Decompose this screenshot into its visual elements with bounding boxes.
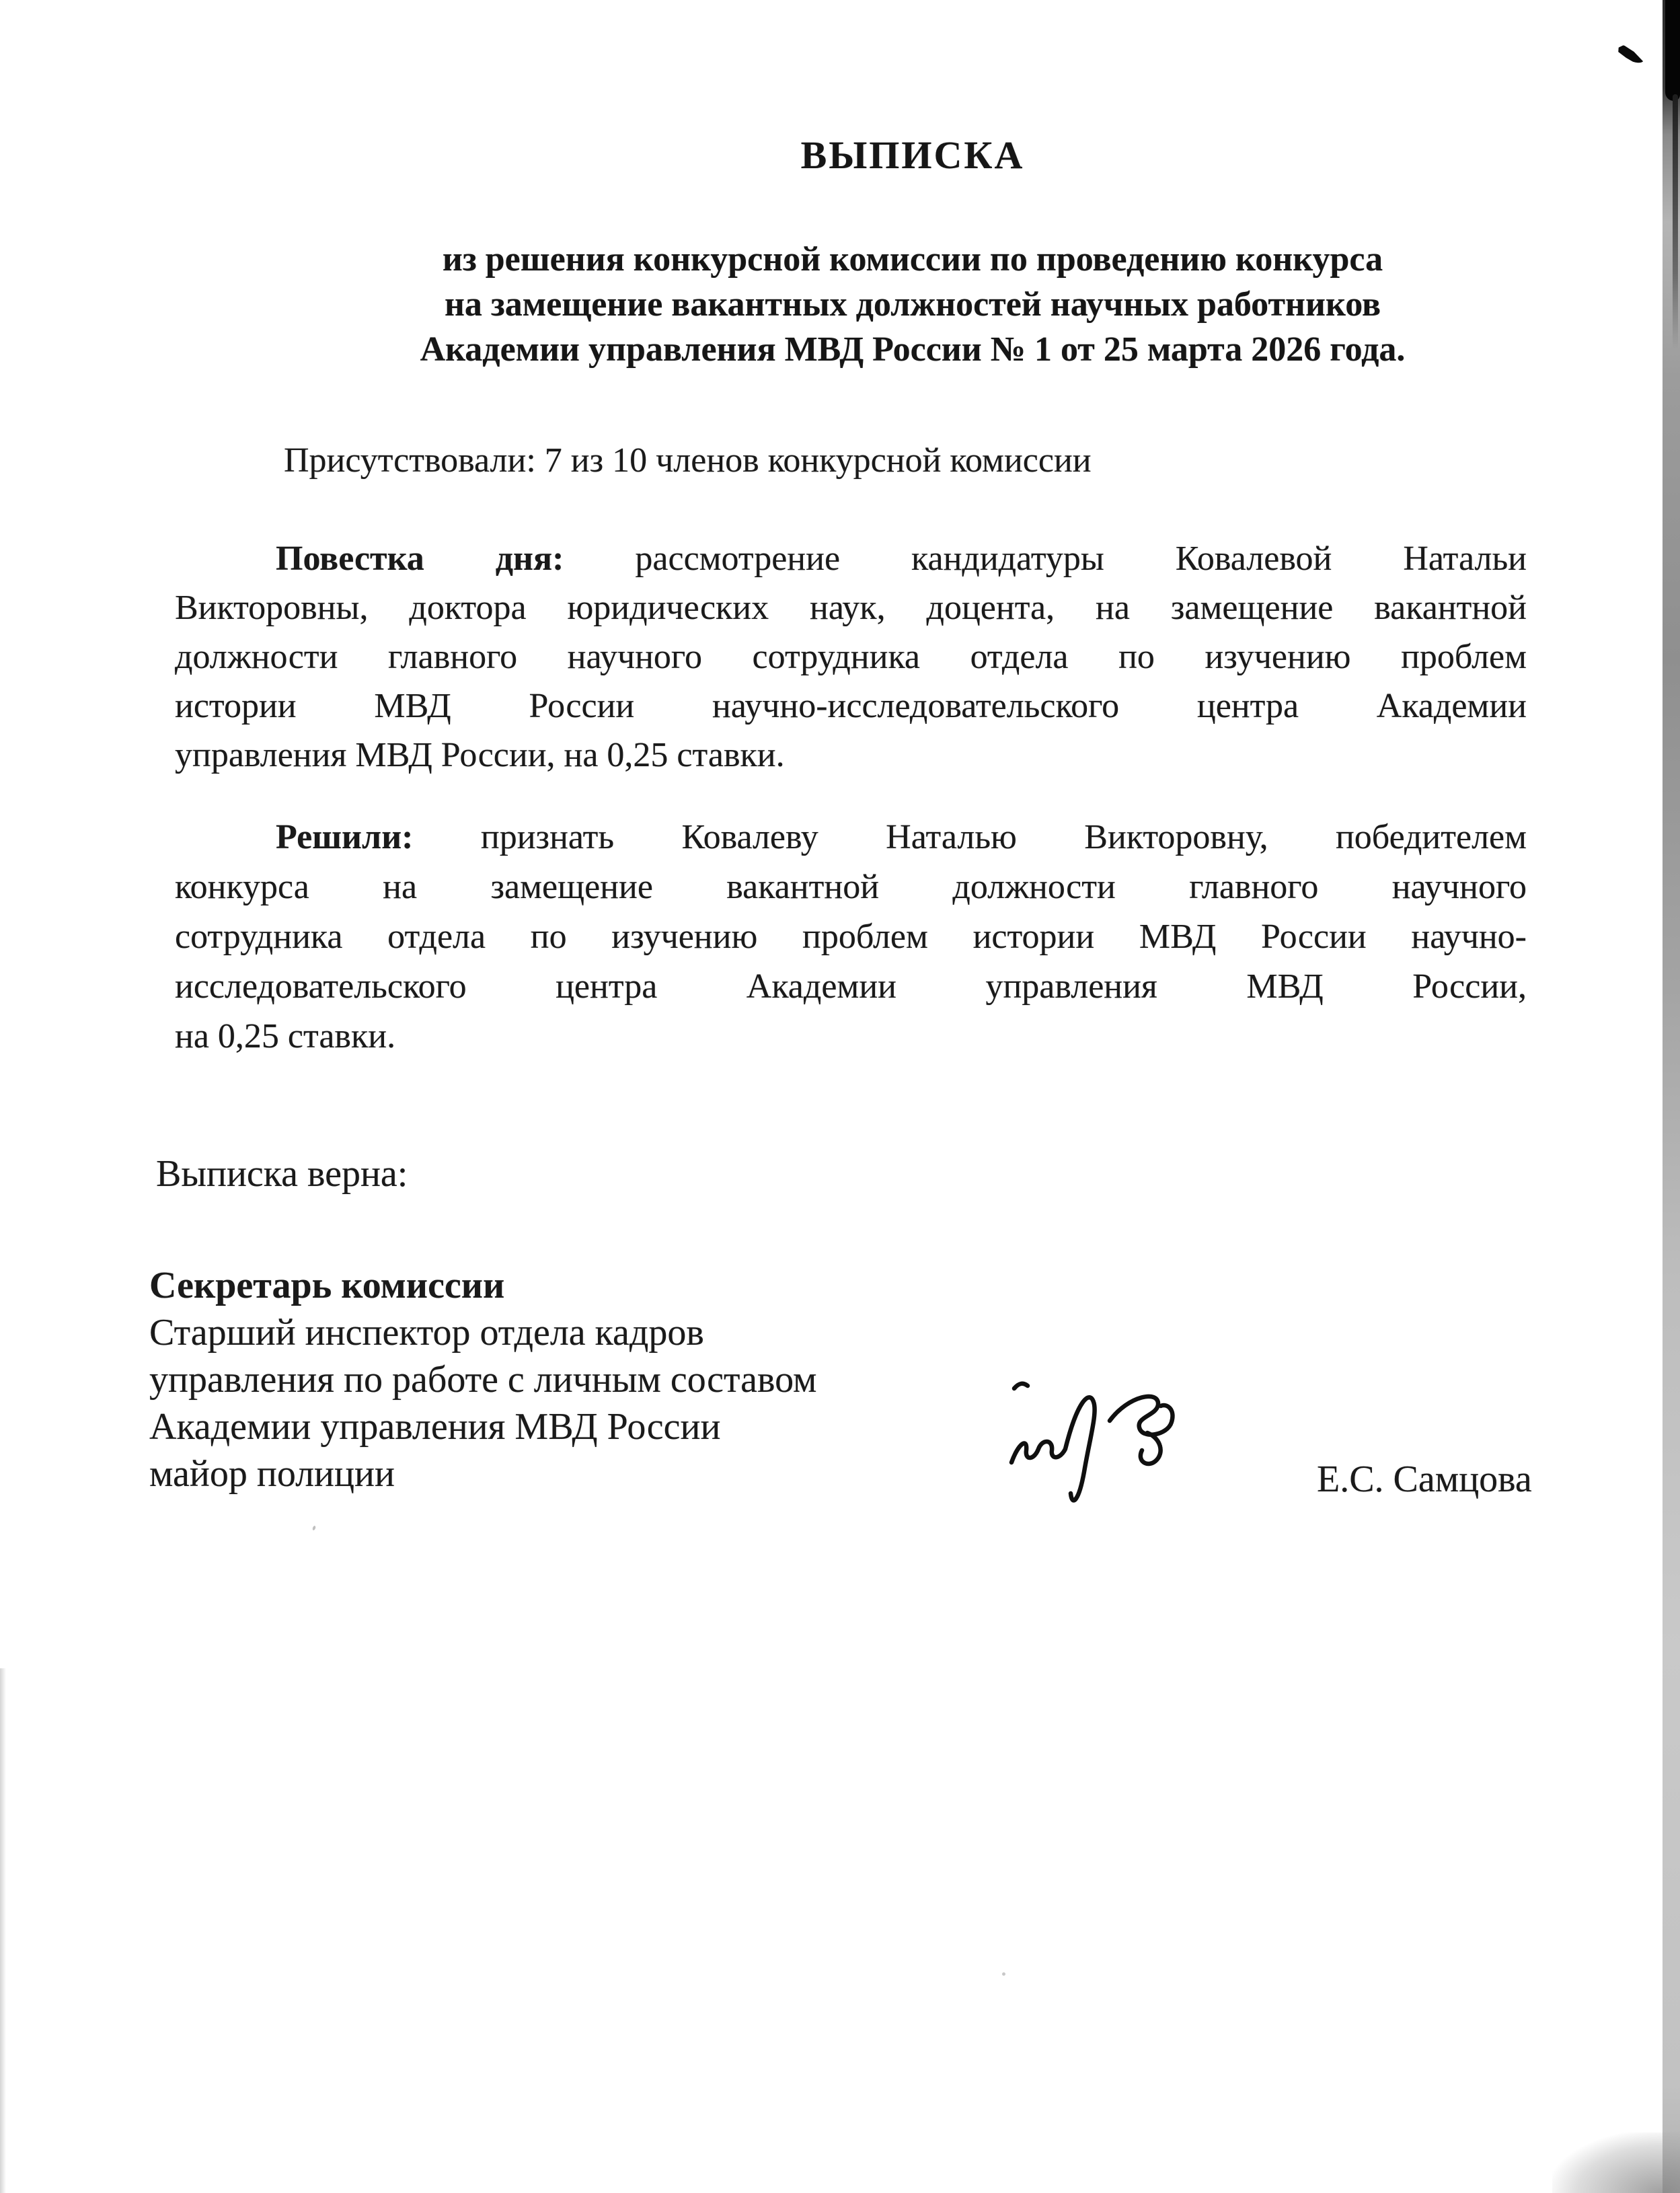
document-header xyxy=(299,135,1527,372)
signatory-role-line: майор полиции xyxy=(149,1453,395,1495)
signatory-role-line: управления по работе с личным составом xyxy=(149,1359,817,1401)
scan-corner-blotch xyxy=(1552,2132,1680,2193)
document-title: ВЫПИСКА xyxy=(800,133,1025,177)
signatory-block xyxy=(149,1262,1024,1497)
subtitle-line: Академии управления МВД России № 1 от 25 марта 2026 года. xyxy=(420,330,1406,369)
agenda-line-text: рассмотрение кандидатуры Ковалевой Натальи xyxy=(635,540,1527,578)
paragraph-line: истории МВД России научно-исследовательского центра Академии xyxy=(175,687,1527,725)
scan-edge-streak xyxy=(1673,94,1678,350)
attendance-line: Присутствовали: 7 из 10 членов конкурсной комиссии xyxy=(284,441,1092,480)
scan-speck xyxy=(1002,1972,1005,1976)
certification-line: Выписка верна: xyxy=(156,1153,408,1195)
signatory-role-title: Секретарь комиссии xyxy=(149,1265,505,1306)
paragraph-line: конкурса на замещение вакантной должности главного научного xyxy=(175,868,1527,906)
resolution-paragraph xyxy=(175,813,1527,1062)
paragraph-line xyxy=(175,534,1527,583)
signatory-role-line: Академии управления МВД России xyxy=(149,1406,721,1448)
paragraph-line: управления МВД России, на 0,25 ставки. xyxy=(175,736,785,774)
document-subtitle xyxy=(299,237,1527,372)
pen-ink-mark xyxy=(1615,42,1646,66)
agenda-paragraph xyxy=(175,534,1527,780)
scan-left-edge-artifact xyxy=(0,1668,6,2193)
scan-speck xyxy=(312,1526,316,1531)
paragraph-line: сотрудника отдела по изучению проблем истории МВД России научно- xyxy=(175,918,1527,956)
paragraph-line xyxy=(175,813,1527,862)
signer-name: Е.С. Самцова xyxy=(1317,1458,1532,1500)
paragraph-line: исследовательского центра Академии управления МВД России, xyxy=(175,967,1527,1006)
resolution-label: Решили: xyxy=(276,818,414,856)
paragraph-line: Викторовны, доктора юридических наук, доцента, на замещение вакантной xyxy=(175,589,1527,627)
scan-edge-top-shadow xyxy=(1665,0,1680,101)
handwritten-signature xyxy=(1003,1374,1212,1528)
signatory-role-line: Старший инспектор отдела кадров xyxy=(149,1312,704,1353)
resolution-line-text: признать Ковалеву Наталью Викторовну, победителем xyxy=(480,818,1527,856)
paragraph-line: на 0,25 ставки. xyxy=(175,1017,396,1055)
paragraph-line: должности главного научного сотрудника отдела по изучению проблем xyxy=(175,638,1527,676)
subtitle-line: из решения конкурсной комиссии по проведению конкурса xyxy=(442,240,1383,278)
agenda-label: Повестка дня: xyxy=(276,540,564,578)
subtitle-line: на замещение вакантных должностей научных работников xyxy=(444,285,1381,324)
